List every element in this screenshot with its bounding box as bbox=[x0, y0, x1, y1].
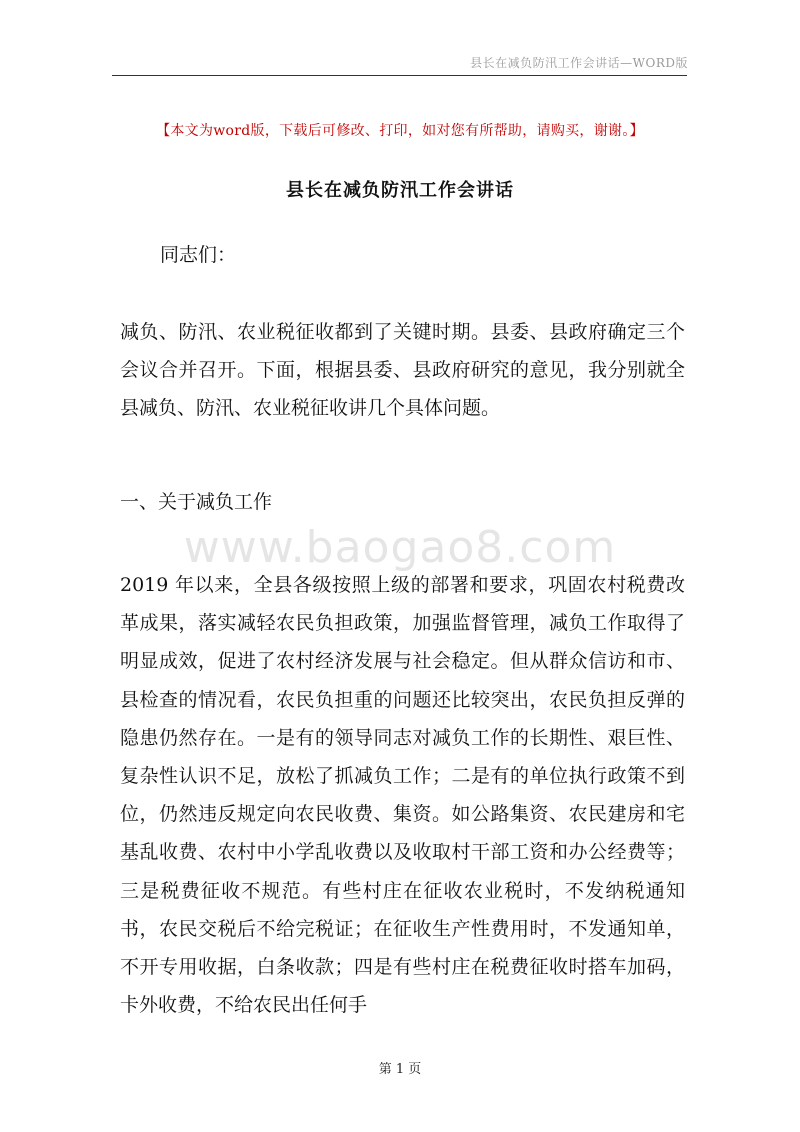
watermark: www.baogao8.com bbox=[183, 522, 617, 573]
paragraph-body: 2019 年以来，全县各级按照上级的部署和要求，巩固农村税费改革成果，落实减轻农民负担政策，加强监督管理，减负工作取得了明显成效，促进了农村经济发展与社会稳定。但从群众信访和市、县检查的情况看，农民负担重的问题还比较突出，农民负担反弹的隐患仍然存在。一是有的领导同志对减负工作的长期性、艰巨性、复杂性认识不足，放松了抓减负工作；二是有的单位执行政策不到位，仍然违反规定向农民收费、集资。如公路集资、农民建房和宅基乱收费、农村中小学乱收费以及收取村干部工资和办公经费等；三是税费征收不规范。有些村庄在征收农业税时，不发纳税通知书，农民交税后不给完税证；在征收生产性费用时，不发通知单，不开专用收据，白条收款；四是有些村庄在税费征收时搭车加码，卡外收费，不给农民出任何手 bbox=[120, 574, 685, 1017]
paragraph-intro: 减负、防汛、农业税征收都到了关键时期。县委、县政府确定三个会议合并召开。下面，根据县委、县政府研究的意见，我分别就全县减负、防汛、农业税征收讲几个具体问题。 bbox=[120, 321, 685, 420]
salutation: 同志们： bbox=[160, 244, 237, 266]
header-divider bbox=[112, 75, 687, 76]
purchase-notice: 【本文为word版，下载后可修改、打印，如对您有所帮助，请购买，谢谢。】 bbox=[156, 123, 644, 139]
section-heading: 一、关于减负工作 bbox=[120, 491, 273, 513]
page-number: 第 1 页 bbox=[378, 1062, 422, 1077]
running-header: 县长在减负防汛工作会讲话—WORD版 bbox=[470, 56, 688, 70]
document-title: 县长在减负防汛工作会讲话 bbox=[286, 180, 514, 201]
